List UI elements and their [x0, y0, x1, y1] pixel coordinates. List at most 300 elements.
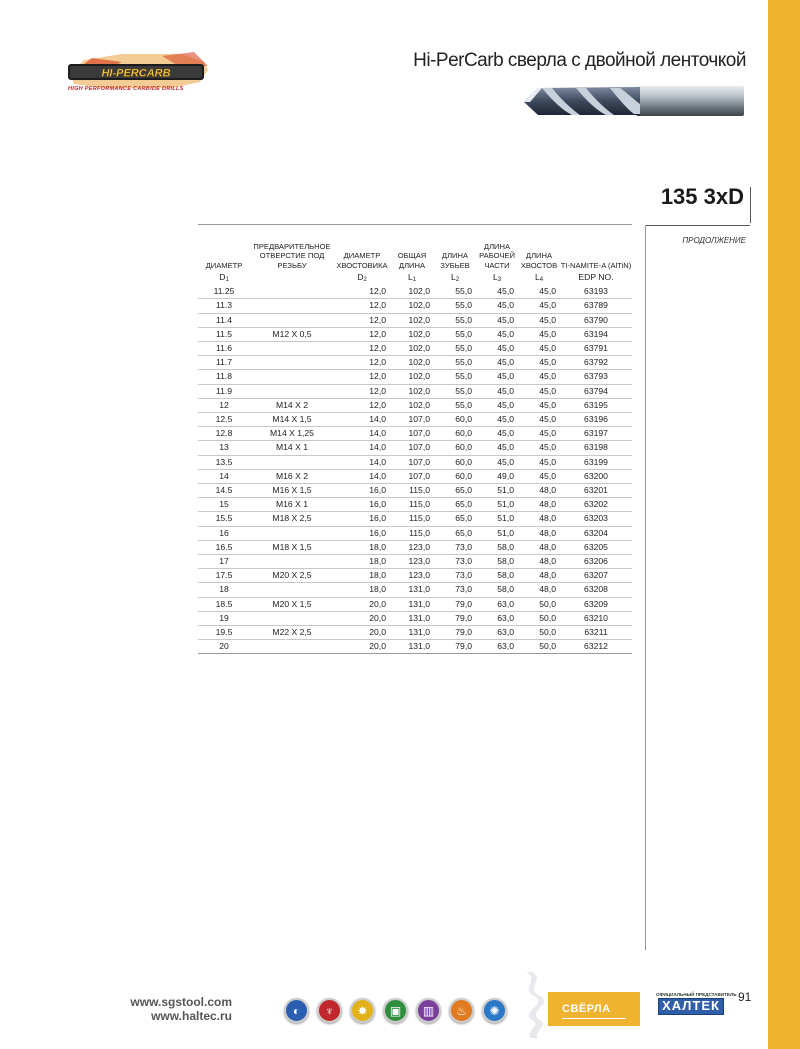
table-cell: 63794	[560, 384, 632, 398]
column-header: ДЛИНА ЗУБЬЕВ	[434, 225, 476, 273]
table-cell	[250, 341, 334, 355]
table-cell: 63197	[560, 427, 632, 441]
table-cell: 60,0	[434, 455, 476, 469]
table-cell: 45,0	[518, 398, 560, 412]
table-body	[198, 285, 632, 654]
table-row	[198, 441, 632, 455]
table-cell: 65,0	[434, 498, 476, 512]
section-label: СВЁРЛА	[562, 1003, 611, 1015]
table-cell: 12,0	[334, 313, 390, 327]
table-cell: 123,0	[390, 554, 434, 568]
table-cell: 58,0	[476, 569, 518, 583]
table-cell	[250, 313, 334, 327]
globe-icon	[284, 998, 309, 1023]
table-cell: 102,0	[390, 327, 434, 341]
icon-glyph: ▥	[422, 1003, 435, 1018]
table-cell: 63,0	[476, 640, 518, 654]
table-cell: 45,0	[518, 455, 560, 469]
table-cell: 45,0	[518, 441, 560, 455]
table-cell: 115,0	[390, 526, 434, 540]
tool-icon	[383, 998, 408, 1023]
table-header-row	[198, 225, 632, 273]
table-cell: 45,0	[476, 313, 518, 327]
table-cell: 20,0	[334, 611, 390, 625]
table-cell: 63205	[560, 540, 632, 554]
table-cell: M12 X 0,5	[250, 327, 334, 341]
table-cell: 50,0	[518, 597, 560, 611]
column-divider	[645, 225, 646, 950]
column-symbol	[476, 273, 518, 286]
table-cell: 131,0	[390, 611, 434, 625]
table-row	[198, 356, 632, 370]
symbol-base: L	[450, 271, 456, 282]
table-cell: M16 X 1	[250, 498, 334, 512]
section-underline	[562, 1018, 626, 1019]
series-title: 135 3xD	[660, 184, 744, 209]
table-cell: 11.9	[198, 384, 250, 398]
table-cell: 107,0	[390, 455, 434, 469]
table-cell: 102,0	[390, 370, 434, 384]
icon-glyph: ▣	[389, 1003, 402, 1018]
table-cell: 15.5	[198, 512, 250, 526]
table-cell: 16.5	[198, 540, 250, 554]
table-cell	[250, 384, 334, 398]
table-row	[198, 569, 632, 583]
table-cell: 60,0	[434, 412, 476, 426]
table-cell: 63789	[560, 299, 632, 313]
table-cell: 19	[198, 611, 250, 625]
table-cell: 45,0	[476, 412, 518, 426]
table-cell: 48,0	[518, 512, 560, 526]
table-row	[198, 398, 632, 412]
column-symbol	[518, 273, 560, 286]
table-cell: 79,0	[434, 625, 476, 639]
table-cell: 115,0	[390, 512, 434, 526]
table-cell: 63199	[560, 455, 632, 469]
table-cell: 63792	[560, 356, 632, 370]
spec-table	[198, 224, 632, 654]
table-cell: 19.5	[198, 625, 250, 639]
table-cell: 107,0	[390, 427, 434, 441]
table-row	[198, 313, 632, 327]
table-cell: 73,0	[434, 569, 476, 583]
table-cell: 63212	[560, 640, 632, 654]
table-cell: 12,0	[334, 398, 390, 412]
table-cell	[250, 554, 334, 568]
table-row	[198, 640, 632, 654]
table-cell: M14 X 2	[250, 398, 334, 412]
symbol-subscript: 3	[497, 276, 502, 283]
icon-glyph: ✸	[357, 1003, 368, 1018]
table-cell: 45,0	[476, 398, 518, 412]
table-cell: 45,0	[476, 356, 518, 370]
table-cell: 11.25	[198, 285, 250, 299]
table-cell: 63198	[560, 441, 632, 455]
table-cell: 60,0	[434, 469, 476, 483]
table-cell: 63202	[560, 498, 632, 512]
table-cell: 55,0	[434, 313, 476, 327]
table-cell: 63790	[560, 313, 632, 327]
table-cell: 45,0	[476, 285, 518, 299]
table-cell: 63203	[560, 512, 632, 526]
table-cell: 55,0	[434, 398, 476, 412]
symbol-base: L	[534, 271, 540, 282]
symbol-base: EDP NO.	[578, 271, 614, 282]
table-row	[198, 483, 632, 497]
table-cell: M18 X 2,5	[250, 512, 334, 526]
table-cell: 63211	[560, 625, 632, 639]
table-cell: 12.8	[198, 427, 250, 441]
series-frame-vertical	[750, 187, 751, 223]
table-cell: 51,0	[476, 512, 518, 526]
url-haltec[interactable]: www.haltec.ru	[151, 1009, 232, 1023]
table-cell: 49,0	[476, 469, 518, 483]
table-symbol-row	[198, 273, 632, 286]
column-header: ДЛИНА ХВОСТОВ	[518, 225, 560, 273]
continued-label: ПРОДОЛЖЕНИЕ	[682, 236, 746, 245]
table-cell: 16	[198, 526, 250, 540]
column-header: TI-NAMITE-A (AlTiN)	[560, 225, 632, 273]
website-urls	[110, 995, 232, 1023]
table-cell: 55,0	[434, 370, 476, 384]
table-cell: 14,0	[334, 427, 390, 441]
table-cell: 63,0	[476, 625, 518, 639]
table-cell: 102,0	[390, 398, 434, 412]
table-cell: 102,0	[390, 341, 434, 355]
column-symbol	[198, 273, 250, 286]
table-cell: 50,0	[518, 625, 560, 639]
table-cell: 50,0	[518, 640, 560, 654]
table-cell: 107,0	[390, 469, 434, 483]
table-cell: 11.5	[198, 327, 250, 341]
table-cell: 16,0	[334, 483, 390, 497]
table-cell: 18,0	[334, 569, 390, 583]
table-cell: 63196	[560, 412, 632, 426]
table-cell: 12	[198, 398, 250, 412]
column-symbol	[390, 273, 434, 286]
table-cell: 58,0	[476, 583, 518, 597]
table-cell: 17	[198, 554, 250, 568]
table-cell: 65,0	[434, 526, 476, 540]
series-frame-horizontal	[645, 225, 750, 226]
table-cell: 11.8	[198, 370, 250, 384]
table-cell: 12,0	[334, 370, 390, 384]
table-cell: 65,0	[434, 512, 476, 526]
table-cell	[250, 526, 334, 540]
table-cell	[250, 285, 334, 299]
table-cell: 63206	[560, 554, 632, 568]
table-cell: 16,0	[334, 526, 390, 540]
dealer-caption: ОФИЦИАЛЬНЫЙ ПРЕДСТАВИТЕЛЬ	[656, 992, 737, 997]
table-cell: 14,0	[334, 455, 390, 469]
table-row	[198, 327, 632, 341]
url-sgstool[interactable]: www.sgstool.com	[130, 995, 232, 1009]
table-cell: 63200	[560, 469, 632, 483]
page-number: 91	[738, 990, 752, 1004]
symbol-base: D	[357, 271, 364, 282]
table-cell: 115,0	[390, 483, 434, 497]
column-symbol	[250, 273, 334, 286]
table-cell: M18 X 1,5	[250, 540, 334, 554]
table-cell: 50,0	[518, 611, 560, 625]
table-cell: 63201	[560, 483, 632, 497]
table-cell: 51,0	[476, 483, 518, 497]
table-row	[198, 625, 632, 639]
table-cell: 73,0	[434, 540, 476, 554]
table-cell: 20,0	[334, 640, 390, 654]
table-row	[198, 299, 632, 313]
table-cell: 11.7	[198, 356, 250, 370]
table-cell: 45,0	[518, 469, 560, 483]
table-row	[198, 611, 632, 625]
table-cell: 16,0	[334, 512, 390, 526]
icon-glyph: ◐	[292, 1003, 301, 1018]
table-cell: M16 X 2	[250, 469, 334, 483]
table-cell: 45,0	[518, 384, 560, 398]
table-cell: 48,0	[518, 554, 560, 568]
table-cell: M14 X 1,25	[250, 427, 334, 441]
table-cell: 12,0	[334, 356, 390, 370]
table-cell: 55,0	[434, 356, 476, 370]
symbol-base: L	[492, 271, 498, 282]
table-cell: 60,0	[434, 441, 476, 455]
column-header: ДИАМЕТР ХВОСТОВИКА	[334, 225, 390, 273]
table-cell: 60,0	[434, 427, 476, 441]
dealer-logo: ХАЛТЕК	[658, 998, 724, 1015]
table-cell: 131,0	[390, 597, 434, 611]
table-cell: 131,0	[390, 640, 434, 654]
table-cell: 63195	[560, 398, 632, 412]
table-cell: 79,0	[434, 597, 476, 611]
table-cell: 20	[198, 640, 250, 654]
column-header: ДИАМЕТР	[198, 225, 250, 273]
table-cell: M20 X 2,5	[250, 569, 334, 583]
table-cell: 45,0	[476, 441, 518, 455]
table-cell	[250, 611, 334, 625]
table-cell: 79,0	[434, 611, 476, 625]
table-cell: 18.5	[198, 597, 250, 611]
table-cell: 20,0	[334, 597, 390, 611]
table-cell	[250, 455, 334, 469]
table-cell: 16,0	[334, 498, 390, 512]
table-cell: 63209	[560, 597, 632, 611]
icon-glyph: ♆	[325, 1003, 334, 1018]
table-cell	[250, 356, 334, 370]
table-cell: 11.3	[198, 299, 250, 313]
table-cell: 131,0	[390, 583, 434, 597]
table-cell: 58,0	[476, 540, 518, 554]
page-title: Hi-PerCarb сверла с двойной ленточкой	[413, 50, 746, 71]
table-cell: 45,0	[518, 412, 560, 426]
symbol-base: L	[407, 271, 413, 282]
symbol-subscript: 2	[455, 276, 460, 283]
table-cell: 11.6	[198, 341, 250, 355]
drill-illustration	[518, 80, 746, 122]
table-cell: 18	[198, 583, 250, 597]
table-cell: 45,0	[476, 341, 518, 355]
table-cell: 51,0	[476, 526, 518, 540]
table-cell: M20 X 1,5	[250, 597, 334, 611]
logo-tagline: HIGH PERFORMANCE CARBIDE DRILLS	[68, 86, 184, 92]
table-cell: 13.5	[198, 455, 250, 469]
symbol-subscript: 2	[363, 276, 367, 283]
table-row	[198, 469, 632, 483]
table-cell: 48,0	[518, 569, 560, 583]
symbol-subscript: 1	[412, 276, 417, 283]
column-symbol	[434, 273, 476, 286]
column-header: ОБЩАЯ ДЛИНА	[390, 225, 434, 273]
icon-glyph: ♨	[456, 1003, 467, 1018]
symbol-base: D	[219, 271, 226, 282]
table-row	[198, 540, 632, 554]
table-cell: 12.5	[198, 412, 250, 426]
table-cell	[250, 370, 334, 384]
table-cell: 115,0	[390, 498, 434, 512]
table-cell: 45,0	[518, 356, 560, 370]
table-cell: 63791	[560, 341, 632, 355]
symbol-subscript: 1	[225, 276, 229, 283]
table-cell: 14,0	[334, 469, 390, 483]
table-cell: 55,0	[434, 384, 476, 398]
table-cell: 55,0	[434, 341, 476, 355]
table-row	[198, 455, 632, 469]
table-cell: 55,0	[434, 327, 476, 341]
table-cell: 48,0	[518, 483, 560, 497]
table-row	[198, 427, 632, 441]
table-cell: 102,0	[390, 299, 434, 313]
table-cell: 63210	[560, 611, 632, 625]
table-cell: 14,0	[334, 412, 390, 426]
table-cell: 63,0	[476, 611, 518, 625]
machine-icon	[416, 998, 441, 1023]
table-cell: 63207	[560, 569, 632, 583]
table-cell: 102,0	[390, 356, 434, 370]
table-cell: 12,0	[334, 299, 390, 313]
table-cell: 107,0	[390, 412, 434, 426]
flame-icon	[449, 998, 474, 1023]
table-cell: 102,0	[390, 285, 434, 299]
table-cell: 48,0	[518, 526, 560, 540]
category-icons	[284, 998, 507, 1023]
table-cell: 73,0	[434, 583, 476, 597]
table-cell: 17.5	[198, 569, 250, 583]
table-cell: 18,0	[334, 540, 390, 554]
table-row	[198, 384, 632, 398]
table-row	[198, 512, 632, 526]
bolt-icon	[350, 998, 375, 1023]
logo-wordmark: HI-PERCARB	[101, 67, 171, 80]
table-cell: M14 X 1,5	[250, 412, 334, 426]
table-cell: 13	[198, 441, 250, 455]
column-header: ДЛИНА РАБОЧЕЙ ЧАСТИ	[476, 225, 518, 273]
table-cell: 12,0	[334, 341, 390, 355]
hi-percarb-logo	[62, 48, 212, 100]
table-cell: 45,0	[476, 427, 518, 441]
table-cell: 63194	[560, 327, 632, 341]
table-cell: 11.4	[198, 313, 250, 327]
table-cell: 63193	[560, 285, 632, 299]
table-cell: 45,0	[518, 313, 560, 327]
table-cell: 102,0	[390, 313, 434, 327]
table-cell: M22 X 2,5	[250, 625, 334, 639]
table-cell: 14	[198, 469, 250, 483]
table-cell: 48,0	[518, 583, 560, 597]
table-cell: 12,0	[334, 384, 390, 398]
symbol-subscript: 4	[539, 276, 544, 283]
table-cell: 51,0	[476, 498, 518, 512]
table-cell: 45,0	[518, 285, 560, 299]
table-cell: 12,0	[334, 285, 390, 299]
table-cell	[250, 299, 334, 313]
table-cell: 102,0	[390, 384, 434, 398]
table-cell: 45,0	[518, 427, 560, 441]
table-row	[198, 526, 632, 540]
table-row	[198, 583, 632, 597]
table-row	[198, 554, 632, 568]
table-cell	[250, 583, 334, 597]
table-cell: 65,0	[434, 483, 476, 497]
table-cell: 63208	[560, 583, 632, 597]
table-row	[198, 597, 632, 611]
table-cell: 45,0	[476, 370, 518, 384]
table-cell: 15	[198, 498, 250, 512]
table-cell: 45,0	[476, 455, 518, 469]
table-cell: M14 X 1	[250, 441, 334, 455]
table-row	[198, 341, 632, 355]
table-cell: 107,0	[390, 441, 434, 455]
column-symbol	[334, 273, 390, 286]
table-cell: 63,0	[476, 597, 518, 611]
table-cell: 63204	[560, 526, 632, 540]
cog-icon	[482, 998, 507, 1023]
table-cell: 18,0	[334, 554, 390, 568]
table-cell: M16 X 1,5	[250, 483, 334, 497]
column-symbol	[560, 273, 632, 286]
table-cell: 45,0	[476, 327, 518, 341]
table-cell: 131,0	[390, 625, 434, 639]
table-cell: 48,0	[518, 498, 560, 512]
icon-glyph: ✺	[489, 1003, 500, 1018]
table-cell: 55,0	[434, 285, 476, 299]
table-cell: 14,0	[334, 441, 390, 455]
column-header: ПРЕДВАРИТЕЛЬНОЕ ОТВЕРСТИЕ ПОД РЕЗЬБУ	[250, 225, 334, 273]
table-cell: 48,0	[518, 540, 560, 554]
table-cell: 12,0	[334, 327, 390, 341]
table-cell: 18,0	[334, 583, 390, 597]
table-cell: 45,0	[518, 370, 560, 384]
side-accent-bar	[768, 0, 800, 1049]
table-row	[198, 412, 632, 426]
table-cell: 45,0	[518, 341, 560, 355]
table-cell: 58,0	[476, 554, 518, 568]
table-cell: 123,0	[390, 540, 434, 554]
table-cell: 63793	[560, 370, 632, 384]
table-cell: 45,0	[518, 327, 560, 341]
table-row	[198, 285, 632, 299]
table-row	[198, 370, 632, 384]
table-cell: 73,0	[434, 554, 476, 568]
table-cell: 14.5	[198, 483, 250, 497]
screw-icon	[317, 998, 342, 1023]
table-cell: 20,0	[334, 625, 390, 639]
table-cell: 123,0	[390, 569, 434, 583]
table-cell: 45,0	[476, 384, 518, 398]
table-cell: 79,0	[434, 640, 476, 654]
table-cell: 45,0	[476, 299, 518, 313]
table-row	[198, 498, 632, 512]
table-cell: 45,0	[518, 299, 560, 313]
table-cell	[250, 640, 334, 654]
